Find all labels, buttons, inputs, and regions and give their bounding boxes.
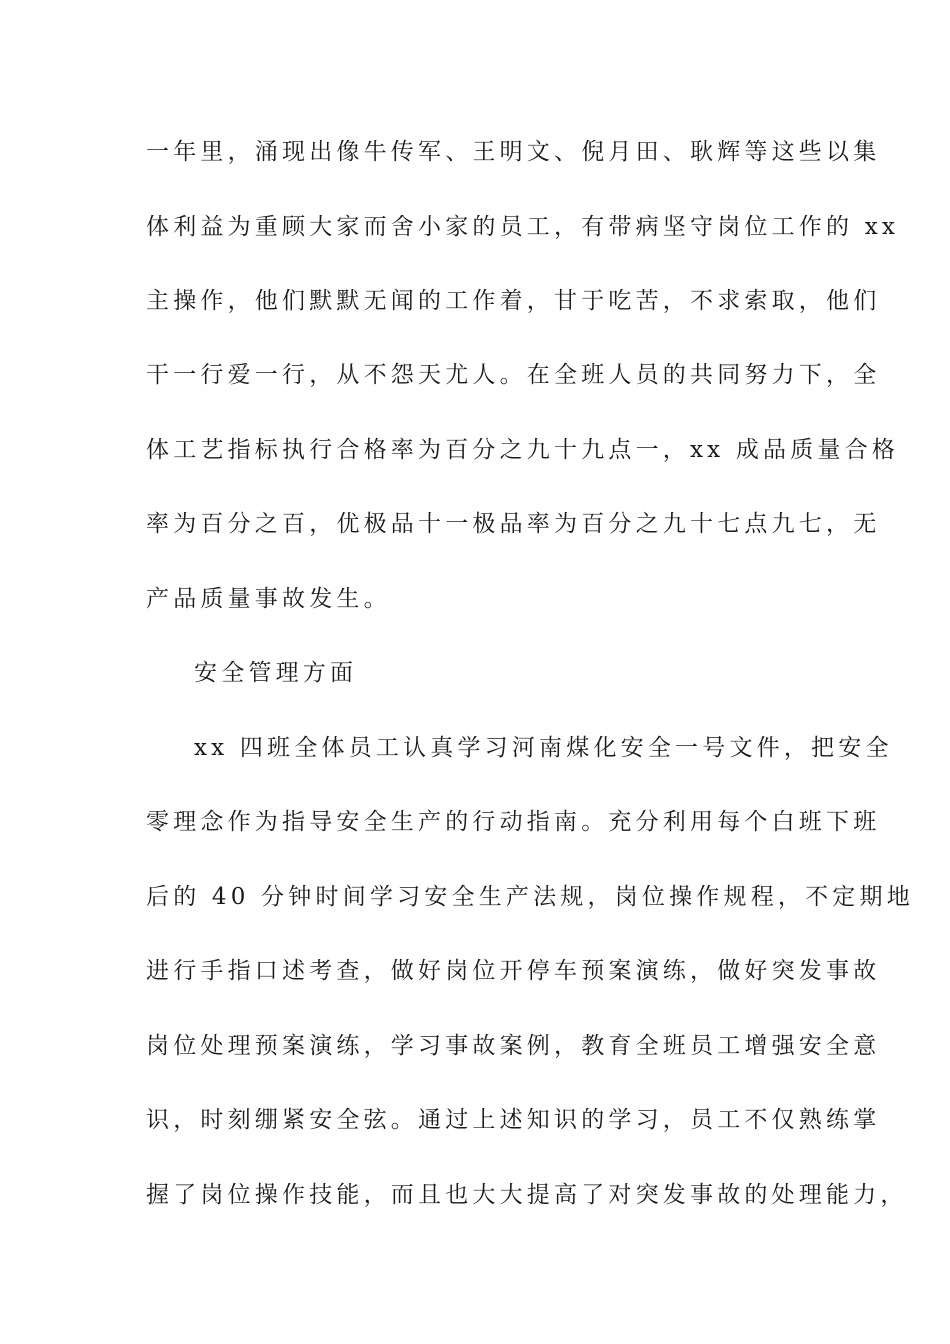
section-heading: 安全管理方面 — [194, 660, 358, 686]
paragraph-line: 体工艺指标执行合格率为百分之九十九点一，xx 成品质量合格 — [146, 437, 900, 463]
paragraph-line: xx 四班全体员工认真学习河南煤化安全一号文件，把安全 — [194, 735, 893, 761]
paragraph-line: 体利益为重顾大家而舍小家的员工，有带病坚守岗位工作的 xx — [146, 214, 900, 240]
paragraph-line: 岗位处理预案演练，学习事故案例，教育全班员工增强安全意 — [146, 1033, 881, 1059]
paragraph-line: 进行手指口述考查，做好岗位开停车预案演练，做好突发事故 — [146, 958, 881, 984]
paragraph-line: 干一行爱一行，从不怨天尤人。在全班人员的共同努力下，全 — [146, 362, 881, 388]
paragraph-line: 一年里，涌现出像牛传军、王明文、倪月田、耿辉等这些以集 — [146, 139, 881, 165]
paragraph-line: 识，时刻绷紧安全弦。通过上述知识的学习，员工不仅熟练掌 — [146, 1107, 881, 1133]
paragraph-line: 主操作，他们默默无闻的工作着，甘于吃苦，不求索取，他们 — [146, 288, 881, 314]
paragraph-line: 零理念作为指导安全生产的行动指南。充分利用每个白班下班 — [146, 809, 881, 835]
paragraph-line: 率为百分之百，优极品十一极品率为百分之九十七点九七，无 — [146, 511, 881, 537]
paragraph-line: 产品质量事故发生。 — [146, 586, 391, 612]
paragraph-line: 后的 40 分钟时间学习安全生产法规，岗位操作规程，不定期地 — [146, 884, 914, 910]
paragraph-line: 握了岗位操作技能，而且也大大提高了对突发事故的处理能力， — [146, 1182, 908, 1208]
